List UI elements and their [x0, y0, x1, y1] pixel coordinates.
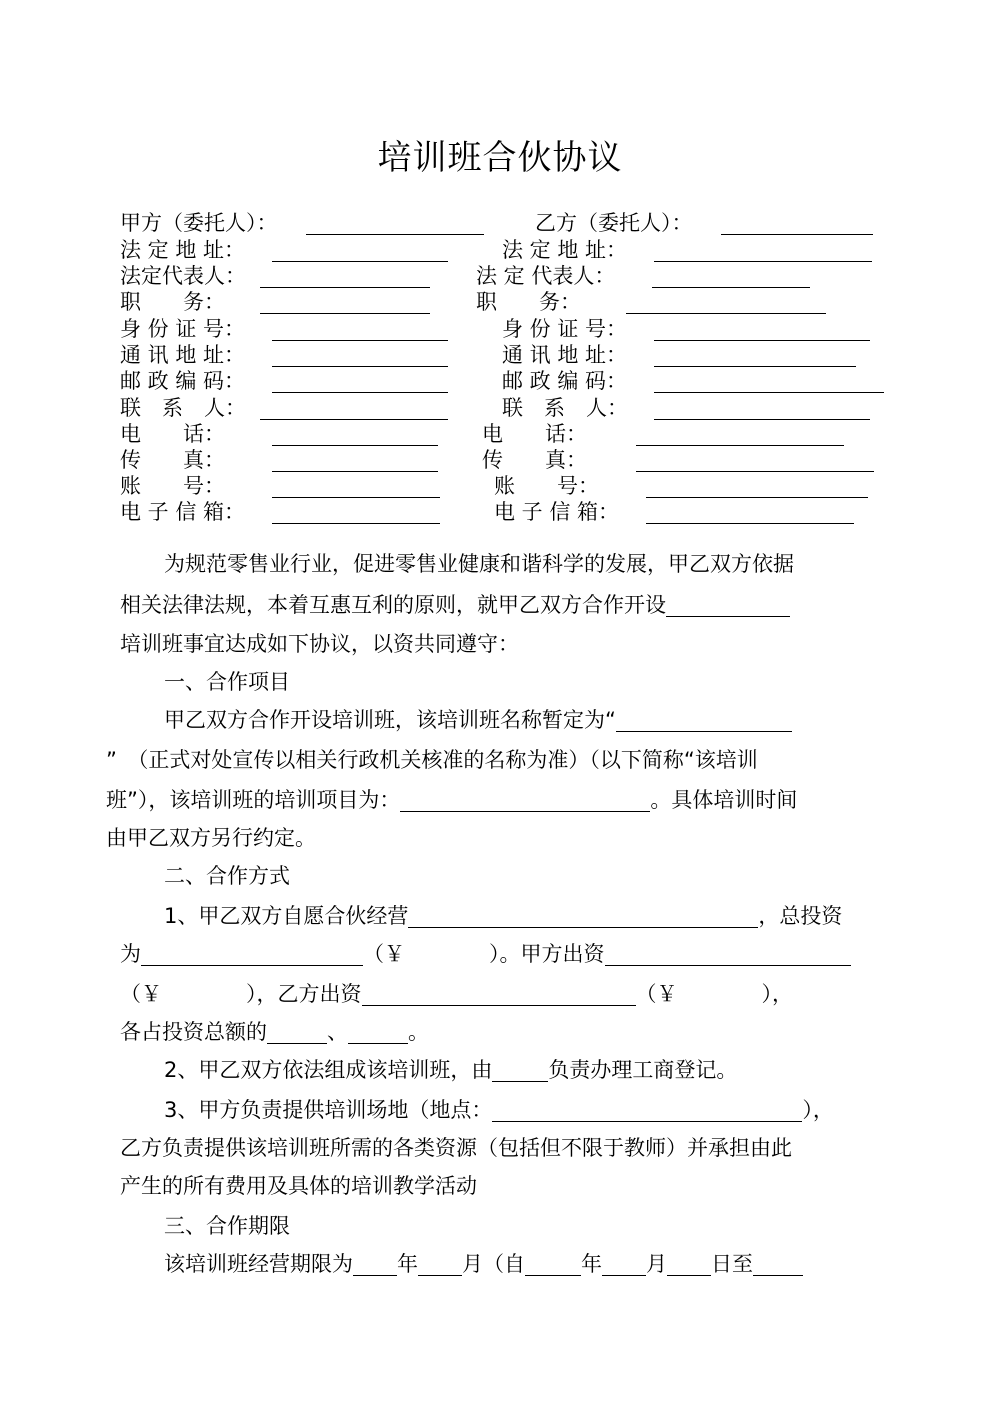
start-month-label: 月 — [646, 1252, 667, 1276]
party-a-id-blank — [272, 340, 448, 341]
party-a-postcode-blank — [272, 392, 448, 393]
party-a-label-mail-address: 通 讯 地 址： — [120, 343, 246, 367]
section-2-clause-3-line-3: 产生的所有费用及具体的培训教学活动 — [120, 1174, 477, 1198]
party-b-account-blank — [646, 497, 868, 498]
intro-line-2-text: 相关法律法规，本着互惠互利的原则，就甲乙双方合作开设 — [120, 593, 666, 617]
share-a-blank — [267, 1018, 327, 1044]
party-a-investment-blank — [605, 940, 851, 966]
clause-1-text: 1、甲乙双方自愿合伙经营 — [164, 904, 409, 928]
term-years-blank — [353, 1250, 397, 1276]
section-2-clause-1-line-1 — [164, 902, 842, 930]
party-b-header: 乙方（委托人）： — [535, 211, 693, 235]
course-blank — [666, 591, 790, 617]
start-year-label: 年 — [581, 1252, 602, 1276]
start-day-label: 日至 — [711, 1252, 753, 1276]
party-b-label-account: 账 号： — [494, 474, 599, 498]
section-2-heading: 二、合作方式 — [164, 864, 290, 888]
party-a-header: 甲方（委托人）： — [120, 211, 278, 235]
party-b-label-email: 电 子 信 箱： — [494, 500, 620, 524]
document-title: 培训班合伙协议 — [377, 138, 623, 178]
term-text: 该培训班经营期限为 — [164, 1252, 353, 1276]
business-blank — [408, 902, 758, 928]
class-name-blank — [616, 706, 792, 732]
party-a-label-postcode: 邮 政 编 码： — [120, 369, 246, 393]
section-2-clause-1-line-3 — [120, 980, 793, 1008]
party-a-mail-address-blank — [272, 366, 448, 367]
party-b-label-address: 法 定 地 址： — [502, 238, 628, 262]
section-1-line-3-tail: 。具体培训时间 — [650, 788, 798, 812]
party-b-label-mail-address: 通 讯 地 址： — [502, 343, 628, 367]
party-a-position-blank — [260, 313, 430, 314]
party-a-name-blank — [306, 234, 484, 235]
party-b-mail-address-blank — [654, 366, 856, 367]
clause-1-party-a-invest: （￥ ）。甲方出资 — [363, 942, 605, 966]
section-2-clause-1-line-4 — [120, 1018, 429, 1046]
term-year-label: 年 — [397, 1252, 418, 1276]
party-b-label-contact: 联 系 人： — [502, 396, 628, 420]
party-b-investment-blank — [362, 980, 636, 1006]
clause-1-party-b-invest: （￥ ），乙方出资 — [120, 982, 362, 1006]
section-1-line-1 — [164, 706, 792, 734]
clause-1-share-sep: 、 — [327, 1020, 348, 1044]
party-a-contact-blank — [260, 419, 448, 420]
section-1-heading: 一、合作项目 — [164, 670, 290, 694]
party-a-email-blank — [272, 523, 440, 524]
start-year-blank — [525, 1250, 581, 1276]
intro-line-2 — [120, 591, 790, 619]
party-b-label-position: 职 务： — [476, 290, 581, 314]
section-1-line-4: 由甲乙双方另行约定。 — [106, 826, 316, 850]
clause-3-tail: ）， — [802, 1098, 834, 1122]
party-b-name-blank — [721, 234, 873, 235]
party-a-account-blank — [272, 497, 440, 498]
party-b-email-blank — [646, 523, 854, 524]
party-b-postcode-blank — [654, 392, 884, 393]
section-1-line-3-text: 班”），该培训班的培训项目为： — [106, 788, 401, 812]
party-a-label-email: 电 子 信 箱： — [120, 500, 246, 524]
party-b-label-id: 身 份 证 号： — [502, 317, 628, 341]
party-b-phone-blank — [636, 445, 844, 446]
party-a-representative-blank — [260, 287, 430, 288]
party-a-label-address: 法 定 地 址： — [120, 238, 246, 262]
clause-1-share-end: 。 — [408, 1020, 429, 1044]
end-date-blank — [753, 1250, 803, 1276]
party-b-label-representative: 法 定 代表人： — [476, 264, 616, 288]
clause-1-wei: 为 — [120, 942, 141, 966]
venue-blank — [492, 1096, 802, 1122]
section-2-clause-1-line-2 — [120, 940, 851, 968]
total-investment-blank — [141, 940, 363, 966]
party-a-fax-blank — [272, 471, 438, 472]
party-b-label-phone: 电 话： — [482, 422, 587, 446]
intro-line-1: 为规范零售业行业，促进零售业健康和谐科学的发展，甲乙双方依据 — [164, 552, 794, 576]
share-b-blank — [348, 1018, 408, 1044]
clause-1-share-text: 各占投资总额的 — [120, 1020, 267, 1044]
party-a-label-representative: 法定代表人： — [120, 264, 246, 288]
section-2-clause-2 — [164, 1056, 737, 1084]
party-b-id-blank — [654, 340, 870, 341]
section-2-clause-3-line-2: 乙方负责提供该培训班所需的各类资源（包括但不限于教师）并承担由此 — [120, 1136, 792, 1160]
training-item-blank — [400, 786, 650, 812]
section-3-heading: 三、合作期限 — [164, 1214, 290, 1238]
party-a-label-id: 身 份 证 号： — [120, 317, 246, 341]
party-b-label-postcode: 邮 政 编 码： — [502, 369, 628, 393]
party-a-label-contact: 联 系 人： — [120, 396, 246, 420]
start-day-blank — [667, 1250, 711, 1276]
party-a-label-account: 账 号： — [120, 474, 225, 498]
party-b-contact-blank — [654, 419, 870, 420]
clause-1-party-b-yen: （￥ ）， — [635, 982, 793, 1006]
party-a-phone-blank — [272, 445, 438, 446]
term-month-label: 月（自 — [462, 1252, 525, 1276]
section-1-line-3 — [106, 786, 797, 814]
party-b-address-blank — [654, 261, 872, 262]
section-1-line-2: ” （正式对处宣传以相关行政机关核准的名称为准）（以下简称“该培训 — [106, 748, 758, 772]
party-b-position-blank — [626, 313, 826, 314]
intro-line-3: 培训班事宜达成如下协议，以资共同遵守： — [120, 632, 519, 656]
party-a-label-position: 职 务： — [120, 290, 225, 314]
start-month-blank — [602, 1250, 646, 1276]
party-a-label-fax: 传 真： — [120, 448, 225, 472]
party-b-fax-blank — [636, 471, 874, 472]
clause-3-text: 3、甲方负责提供培训场地（地点： — [164, 1098, 493, 1122]
section-3-line-1 — [164, 1250, 803, 1278]
section-2-clause-3-line-1 — [164, 1096, 834, 1124]
registrar-blank — [492, 1056, 548, 1082]
clause-1-tail: ，总投资 — [758, 904, 843, 928]
term-months-blank — [418, 1250, 462, 1276]
clause-2-text: 2、甲乙双方依法组成该培训班，由 — [164, 1058, 493, 1082]
party-b-label-fax: 传 真： — [482, 448, 587, 472]
party-a-address-blank — [272, 261, 448, 262]
party-b-representative-blank — [652, 287, 810, 288]
section-1-line-1-text: 甲乙双方合作开设培训班，该培训班名称暂定为“ — [164, 708, 616, 732]
party-a-label-phone: 电 话： — [120, 422, 225, 446]
clause-2-tail: 负责办理工商登记。 — [548, 1058, 738, 1082]
